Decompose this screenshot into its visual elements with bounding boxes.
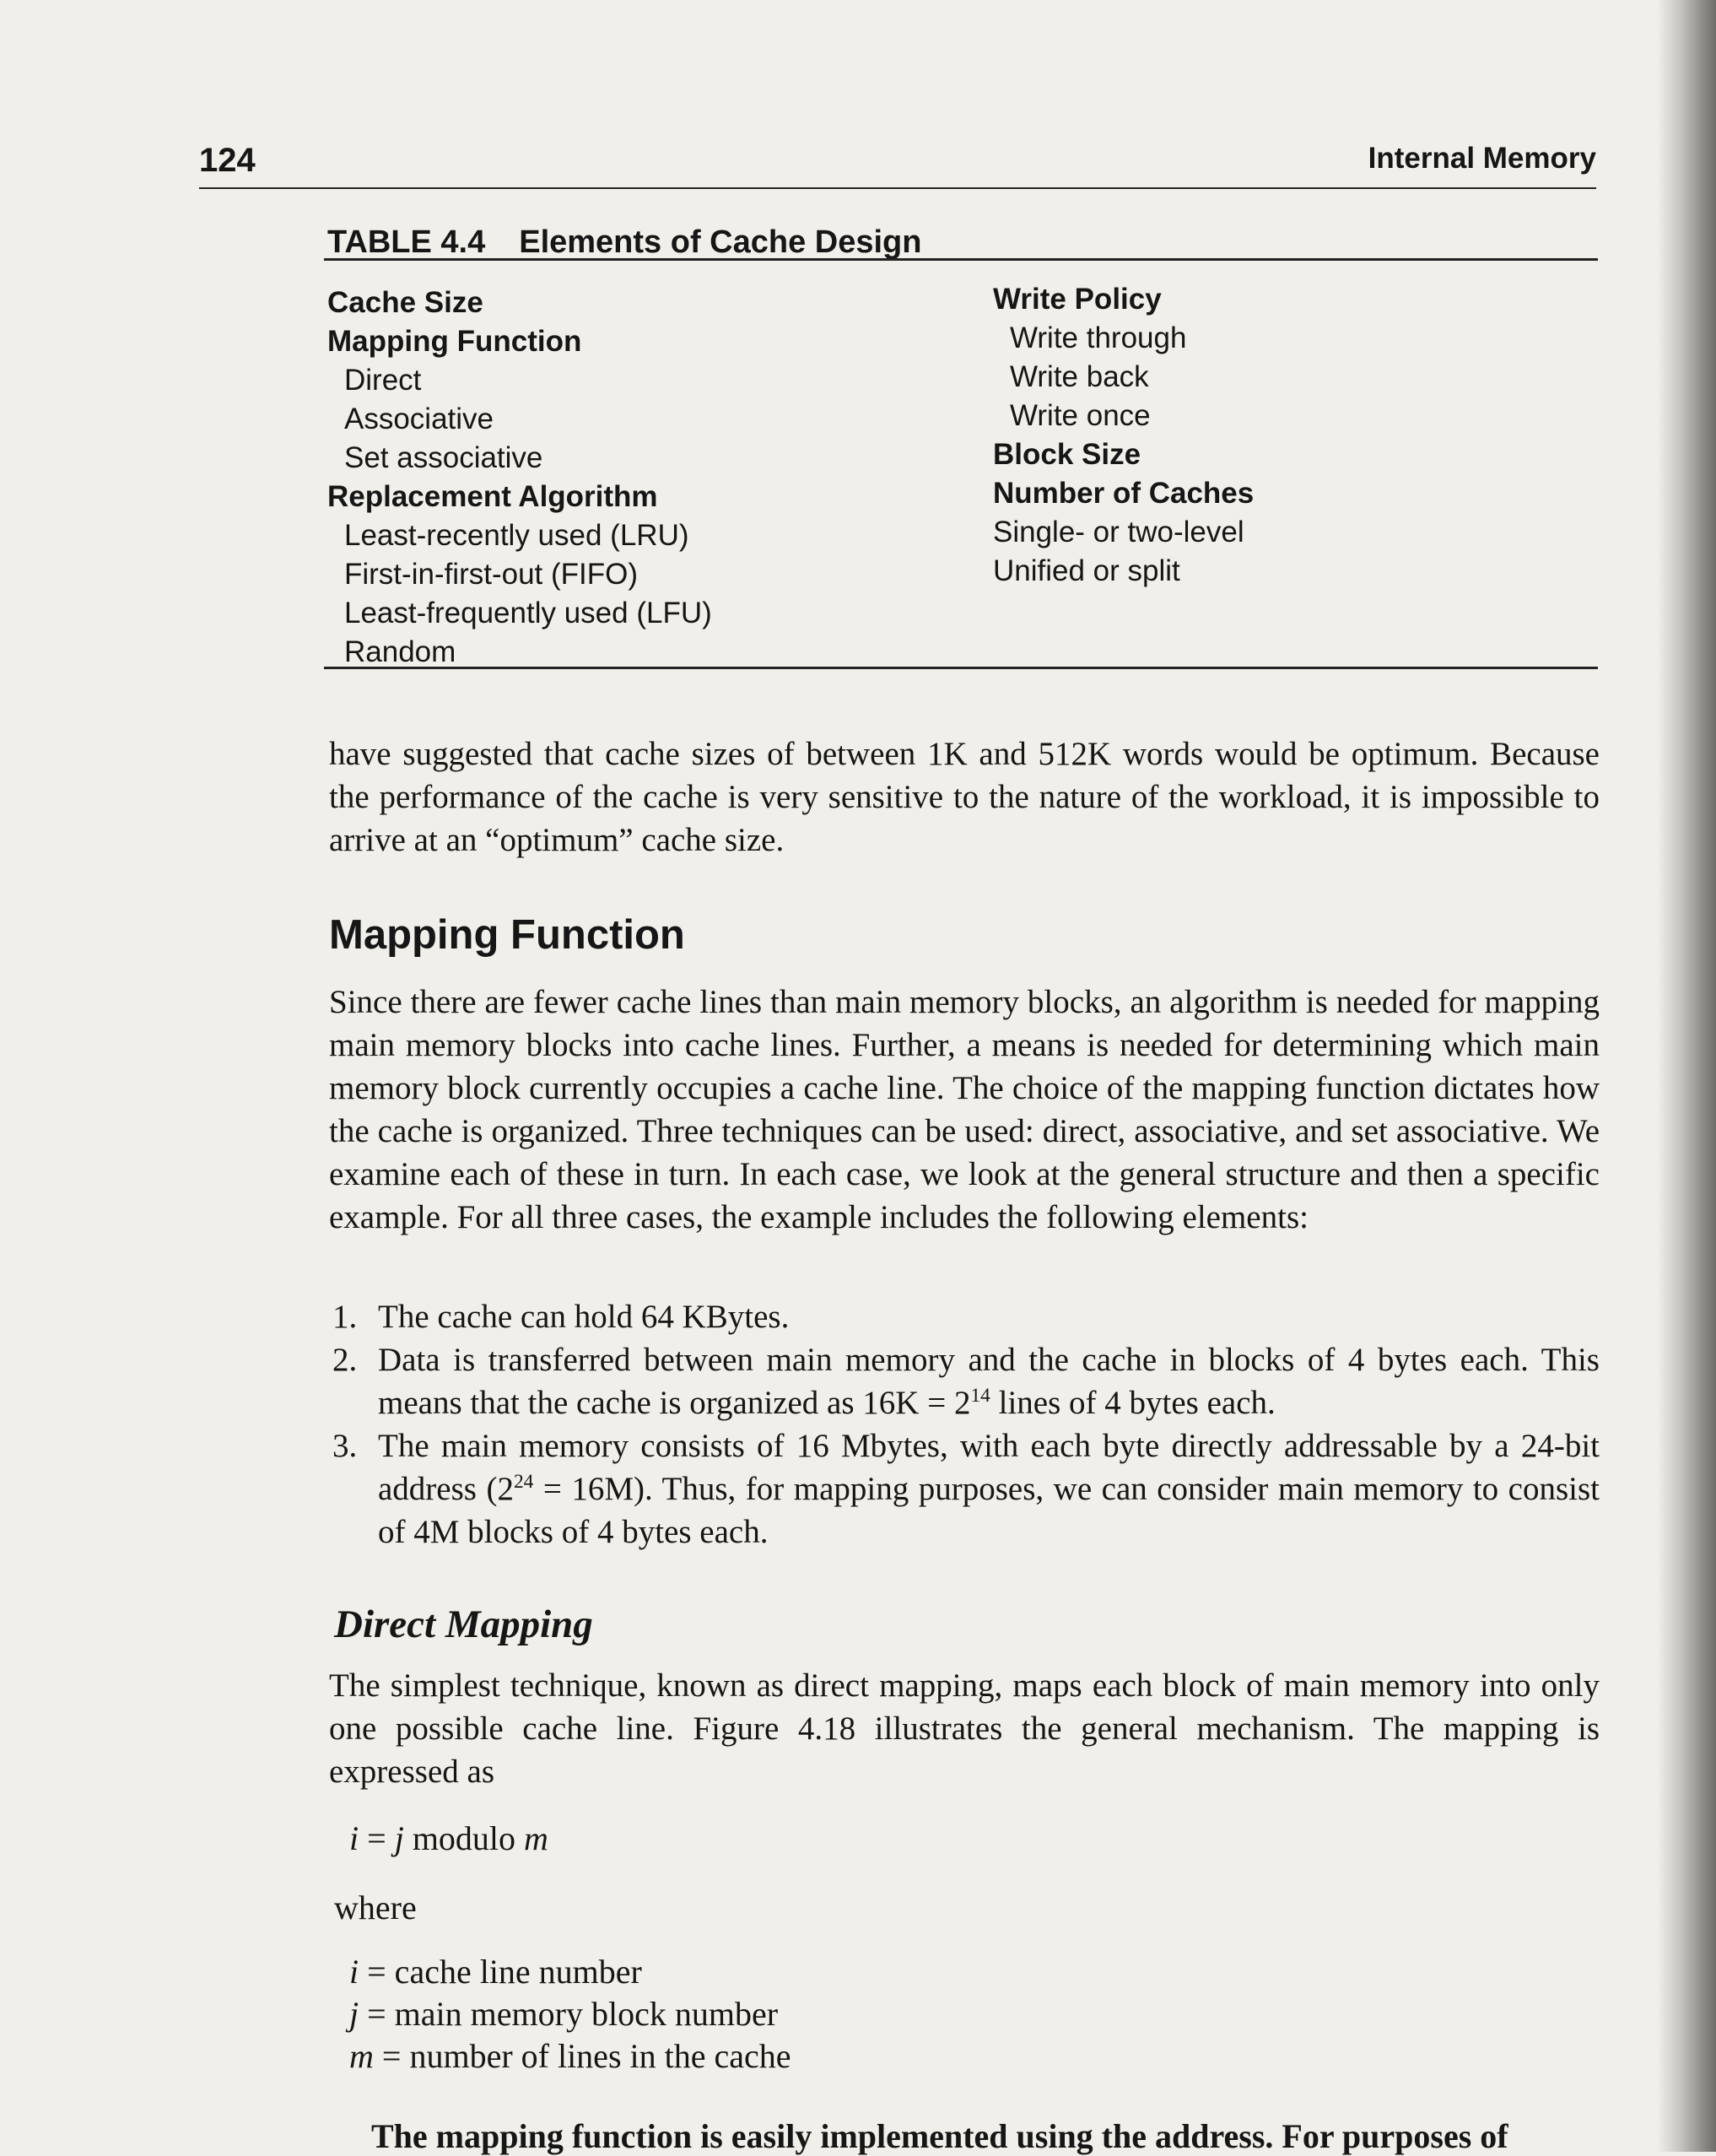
table-entry: Write back xyxy=(1010,360,1149,393)
table-entry: Direct xyxy=(344,364,422,397)
table-label: TABLE 4.4 xyxy=(327,224,486,260)
example-elements-list xyxy=(329,1295,1600,1554)
table-category-heading: Number of Caches xyxy=(993,477,1255,510)
page-edge-shadow xyxy=(1657,0,1716,2152)
table-title: Elements of Cache Design xyxy=(519,224,922,260)
paragraph-direct-mapping: The simplest technique, known as direct mapping, maps each block of main memory into only one possible cache line. Figure 4.18 illustrates the general mechanism. The mapping is expressed as xyxy=(329,1667,1600,1790)
definition-m: m = number of lines in the cache xyxy=(349,2037,791,2075)
page-number: 124 xyxy=(199,142,256,179)
paragraph-mapping-intro: Since there are fewer cache lines than main memory blocks, an algorithm is needed for mapping main memory blocks into cache lines. Further, a means is needed for determining which main memory block currently occupies a cache line. The choice of the mapping function dictates how the cache is organized. Three techniques can be used: direct, associative, and set associative. We examine each of these in turn. In each case, we look at the general structure and then a specific example. For all three cases, the example includes the following elements: xyxy=(329,984,1600,1235)
list-item: 1. The cache can hold 64 KBytes. xyxy=(332,1299,790,1335)
definition-j: j = main memory block number xyxy=(349,1995,779,2033)
table-caption xyxy=(327,224,921,261)
table-category-heading: Block Size xyxy=(993,438,1141,471)
table-right-column xyxy=(993,280,1254,591)
table-entry: Least-frequently used (LFU) xyxy=(344,597,712,630)
subsection-heading-direct-mapping: Direct Mapping xyxy=(334,1602,593,1646)
table-entry: Unified or split xyxy=(993,554,1180,587)
table-bottom-rule xyxy=(324,667,1598,669)
table-entry: Write through xyxy=(1010,322,1187,354)
table-entry: Least-recently used (LRU) xyxy=(344,519,689,552)
table-entry: Write once xyxy=(1010,399,1151,432)
table-top-rule xyxy=(324,258,1598,261)
running-head: Internal Memory xyxy=(1368,142,1596,175)
table-category-heading: Cache Size xyxy=(327,286,483,319)
mapping-formula: i = j modulo m xyxy=(349,1819,548,1857)
cache-design-table xyxy=(324,221,1598,668)
paragraph-continued: The mapping function is easily implemented using the address. For purposes of xyxy=(371,2117,1508,2155)
table-entry: Associative xyxy=(344,403,494,435)
table-left-column xyxy=(327,284,712,672)
variable-definitions xyxy=(349,1951,791,2078)
table-entry: First-in-first-out (FIFO) xyxy=(344,558,639,591)
table-entry: Random xyxy=(344,635,456,668)
table-category-heading: Mapping Function xyxy=(327,325,582,358)
list-item: 2. Data is transferred between main memory and the cache in blocks of 4 bytes each. This means that the cache is organized as $16K = 2^{14}$ lines of 4 bytes each. xyxy=(332,1342,1600,1421)
where-label: where xyxy=(334,1889,417,1926)
table-category-heading: Replacement Algorithm xyxy=(327,480,658,513)
header-rule xyxy=(199,187,1596,189)
definition-i: i = cache line number xyxy=(349,1953,642,1991)
paragraph-cache-size: have suggested that cache sizes of between 1K and 512K words would be optimum. Because the performance of the cache is very sensitive to the nature of the workload, it is impossible to arrive at an “optimum” cache size. xyxy=(329,736,1600,858)
table-entry: Set associative xyxy=(344,441,543,474)
section-heading-mapping-function: Mapping Function xyxy=(329,912,685,958)
table-category-heading: Write Policy xyxy=(993,283,1162,316)
table-entry: Single- or two-level xyxy=(993,516,1244,548)
list-item: 3. The main memory consists of 16 Mbytes, with each byte directly addressable by a 24-bit address $(2^{24} = 16M)$. Thus, for mapping purposes, we can consider main memory to consist of 4M blocks of 4 bytes each. xyxy=(332,1428,1600,1550)
